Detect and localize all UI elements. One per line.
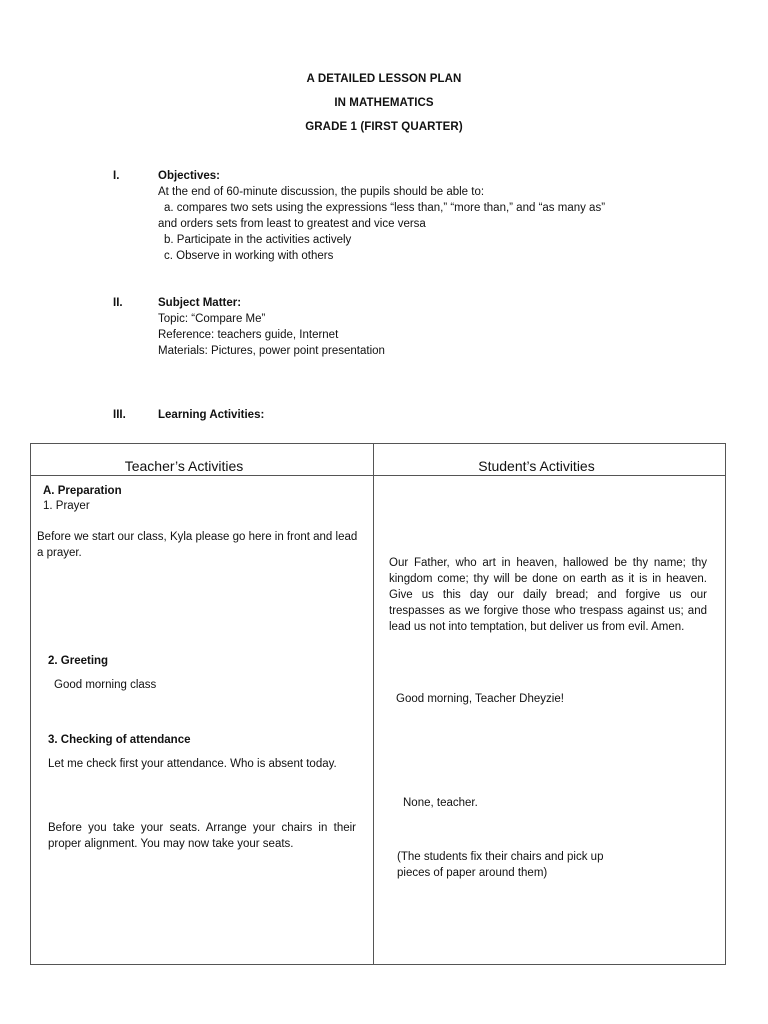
document-title-line-2: IN MATHEMATICS <box>334 97 434 109</box>
student-activities-header: Student’s Activities <box>478 458 595 474</box>
teacher-attendance-text: Let me check first your attendance. Who is absent today. <box>48 758 337 770</box>
teacher-seats-text: Before you take your seats. Arrange your chairs in their proper alignment. You may now take your seats. <box>48 822 356 850</box>
student-prayer-text: Our Father, who art in heaven, hallowed be thy name; thy kingdom come; thy will be done on earth as it is in heaven. Give us this day our daily bread; and forgive us our trespasses as we forgive those who trespass against us; and lead us not into temptation, but deliver us from evil. Amen. <box>389 557 707 633</box>
table-column-divider <box>373 444 374 964</box>
objectives-intro: At the end of 60-minute discussion, the pupils should be able to: <box>158 186 485 198</box>
teacher-prayer-text: Before we start our class, Kyla please go here in front and lead a prayer. <box>37 531 358 559</box>
learning-activities-heading: Learning Activities: <box>158 409 265 421</box>
objectives-heading: Objectives: <box>158 170 220 182</box>
table-header-divider <box>31 475 725 476</box>
teacher-preparation-heading: A. Preparation <box>43 485 122 497</box>
subject-matter-number: II. <box>113 297 123 309</box>
subject-materials: Materials: Pictures, power point presentation <box>158 345 385 357</box>
objective-b: b. Participate in the activities actively <box>164 234 352 246</box>
subject-matter-heading: Subject Matter: <box>158 297 242 309</box>
subject-topic: Topic: “Compare Me” <box>158 313 266 325</box>
objective-a-line-1: a. compares two sets using the expressions “less than,” “more than,” and “as many as” <box>164 202 606 214</box>
subject-reference: Reference: teachers guide, Internet <box>158 329 339 341</box>
teacher-greeting-text: Good morning class <box>54 679 157 691</box>
learning-activities-number: III. <box>113 409 126 421</box>
objective-a-line-2: and orders sets from least to greatest and vice versa <box>158 218 426 230</box>
document-title-line-3: GRADE 1 (FIRST QUARTER) <box>305 121 463 133</box>
objective-c: c. Observe in working with others <box>164 250 334 262</box>
student-attendance-text: None, teacher. <box>403 797 478 809</box>
objectives-number: I. <box>113 170 120 182</box>
teacher-attendance-heading: 3. Checking of attendance <box>48 734 191 746</box>
activities-table <box>30 443 726 965</box>
teacher-prayer-label: 1. Prayer <box>43 500 90 512</box>
document-title-line-1: A DETAILED LESSON PLAN <box>306 73 462 85</box>
student-greeting-text: Good morning, Teacher Dheyzie! <box>396 693 564 705</box>
student-seats-line-1: (The students fix their chairs and pick up <box>397 851 604 863</box>
student-seats-line-2: pieces of paper around them) <box>397 867 548 879</box>
teacher-activities-header: Teacher’s Activities <box>124 458 244 474</box>
teacher-greeting-heading: 2. Greeting <box>48 655 109 667</box>
